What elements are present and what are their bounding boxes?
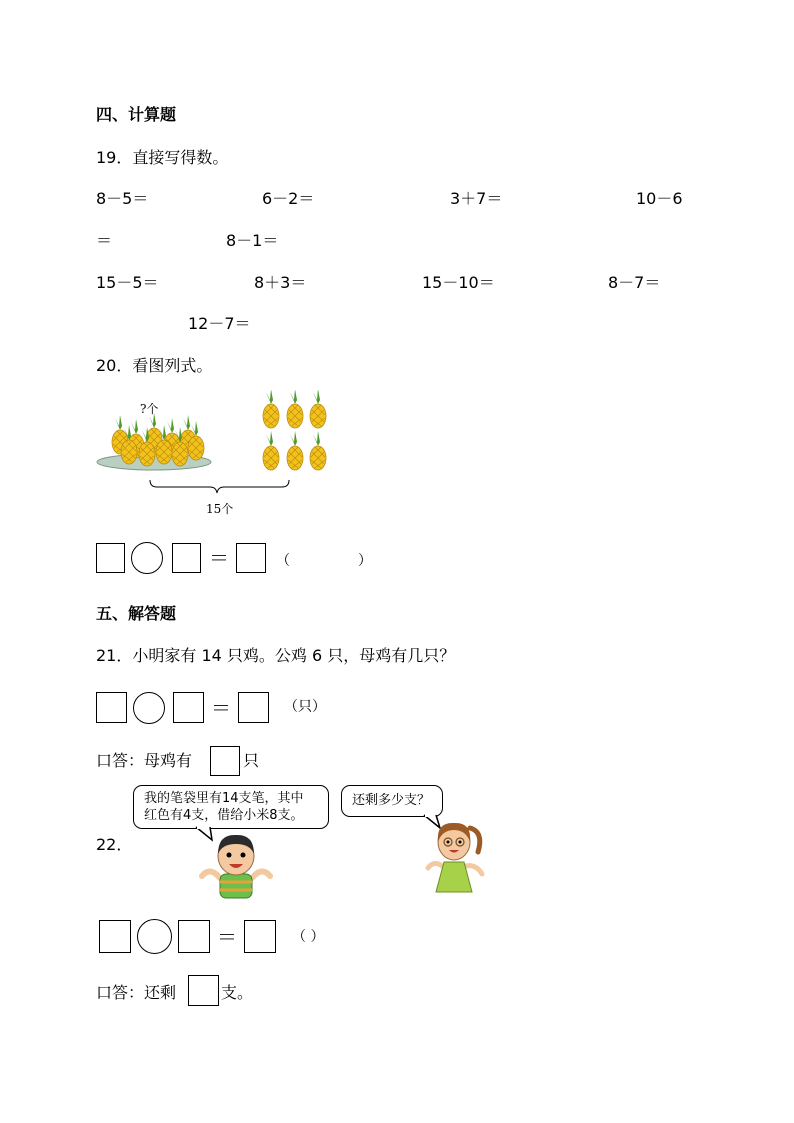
equals-sign: ＝ <box>211 696 231 720</box>
q19-item: 8＋3＝ <box>254 273 307 292</box>
q19-stem: 19．直接写得数。 <box>96 148 229 167</box>
q21-stem: 21．小明家有 14 只鸡。公鸡 6 只，母鸡有几只？ <box>96 646 456 665</box>
q21-answer-prefix: 口答：母鸡有 <box>96 751 193 770</box>
answer-box[interactable] <box>96 543 125 573</box>
q19-item: 8－5＝ <box>96 189 149 208</box>
answer-box[interactable] <box>96 692 127 723</box>
q22-answer-suffix: 支。 <box>221 983 254 1002</box>
girl-speech-bubble: 还剩多少支？ <box>341 785 443 817</box>
girl-character <box>420 818 488 894</box>
answer-box[interactable] <box>99 920 131 953</box>
q19-item: 12－7＝ <box>188 314 251 333</box>
q19-item: 3＋7＝ <box>450 189 503 208</box>
q19-item: 8－1＝ <box>226 231 279 250</box>
unit-paren-close: ） <box>358 553 372 569</box>
answer-box[interactable] <box>173 692 204 723</box>
section-title-calc: 四、计算题 <box>96 105 177 124</box>
boy-speech-line: 红色有4支，借给小米8支。 <box>144 808 304 823</box>
q19-item: 8－7＝ <box>608 273 661 292</box>
answer-box[interactable] <box>172 543 201 573</box>
operator-circle[interactable] <box>131 542 163 574</box>
q19-item: 10－6 <box>636 189 683 208</box>
q21-answer-suffix: 只 <box>243 751 260 770</box>
equals-sign: ＝ <box>217 925 237 949</box>
total-count-label: 15个 <box>206 502 234 516</box>
answer-box[interactable] <box>210 746 240 776</box>
boy-speech-line: 我的笔袋里有14支笔，其中 <box>144 791 304 806</box>
equals-sign: ＝ <box>209 546 229 570</box>
q20-stem: 20．看图列式。 <box>96 356 213 375</box>
unit-label: （ ） <box>292 929 325 945</box>
section-title-answer: 五、解答题 <box>96 604 177 623</box>
boy-character <box>196 830 276 902</box>
unit-label: （只） <box>284 699 326 715</box>
q19-item: 6－2＝ <box>262 189 315 208</box>
q19-item: ＝ <box>96 231 113 250</box>
q22-number: 22． <box>96 835 133 854</box>
q19-item: 15－5＝ <box>96 273 159 292</box>
answer-box[interactable] <box>244 920 276 953</box>
question-count-label: ?个 <box>140 402 159 416</box>
boy-speech-bubble <box>133 785 329 829</box>
answer-box[interactable] <box>178 920 210 953</box>
answer-box[interactable] <box>188 975 219 1006</box>
unit-paren-open: （ <box>276 553 290 569</box>
q19-item: 15－10＝ <box>422 273 495 292</box>
operator-circle[interactable] <box>133 692 165 724</box>
answer-box[interactable] <box>238 692 269 723</box>
q22-answer-prefix: 口答：还剩 <box>96 983 177 1002</box>
pineapple-illustration <box>96 390 346 515</box>
answer-box[interactable] <box>236 543 266 573</box>
operator-circle[interactable] <box>137 919 172 954</box>
